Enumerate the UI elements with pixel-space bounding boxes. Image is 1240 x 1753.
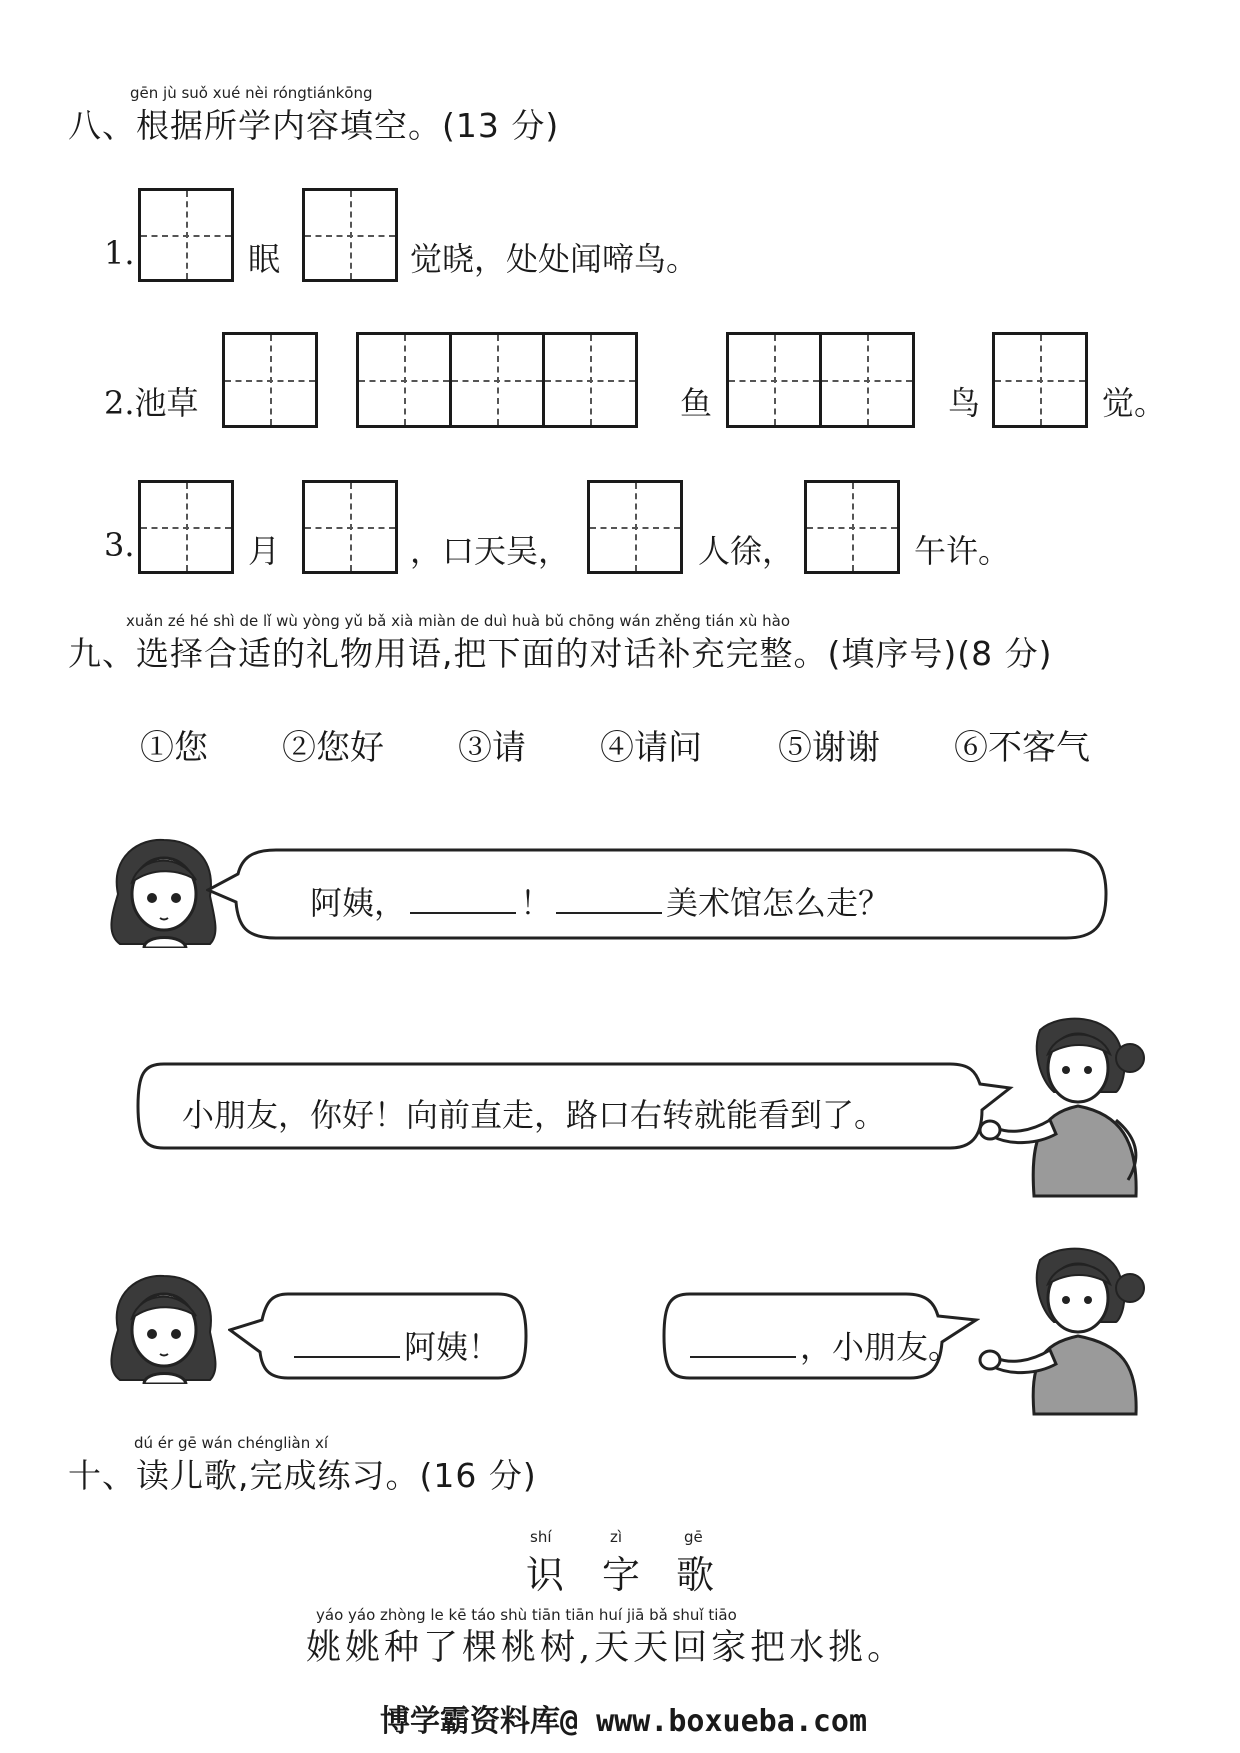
section10-pinyin: dú ér gē wán chéngliàn xí	[134, 1434, 329, 1452]
tianzige-box[interactable]	[992, 332, 1088, 428]
woman-illustration	[970, 1010, 1170, 1200]
bubble-1-part-a: 阿姨，	[310, 884, 407, 922]
q1-number: 1.	[104, 234, 135, 272]
q2-number: 2.池草	[104, 384, 199, 422]
option-3: ③请	[458, 728, 526, 768]
answer-blank[interactable]	[294, 1355, 400, 1358]
q1-text-1: 眠	[248, 240, 281, 278]
answer-blank[interactable]	[556, 911, 662, 914]
section8-pinyin: gēn jù suǒ xué nèi róngtiánkōng	[130, 84, 373, 102]
bubble-1-part-b: ！	[520, 884, 553, 922]
bubble-2-text: 小朋友，你好！向前直走，路口右转就能看到了。	[182, 1096, 887, 1134]
tianzige-box[interactable]	[222, 332, 318, 428]
poem-title-pinyin-1: shí	[530, 1528, 552, 1546]
section9-pinyin: xuǎn zé hé shì de lǐ wù yòng yǔ bǎ xià miàn de duì huà bǔ chōng wán zhěng tián xù hào	[126, 612, 791, 630]
q2-text-3: 觉。	[1102, 384, 1167, 422]
section9-title: 九、选择合适的礼物用语,把下面的对话补充完整。(填序号)(8 分)	[68, 634, 1053, 673]
bubble-1-text	[310, 878, 890, 924]
tianzige-box[interactable]	[804, 480, 900, 574]
section10-title: 十、读儿歌,完成练习。(16 分)	[68, 1456, 537, 1495]
poem-line1-pinyin: yáo yáo zhòng le kē táo shù tiān tiān huí jiā bǎ shuǐ tiāo	[316, 1606, 737, 1624]
answer-blank[interactable]	[410, 911, 516, 914]
tianzige-box[interactable]	[138, 480, 234, 574]
bubble-4-text	[686, 1322, 960, 1368]
tianzige-box[interactable]	[449, 332, 545, 428]
bubble-3-part-a: 阿姨！	[404, 1328, 501, 1366]
q2-text-2: 鸟	[948, 384, 981, 422]
poem-line-1: 姚姚种了棵桃树,天天回家把水挑。	[306, 1628, 907, 1668]
option-5: ⑤谢谢	[778, 728, 880, 768]
option-6: ⑥不客气	[954, 728, 1090, 768]
option-1: ①您	[140, 728, 208, 768]
section8-title: 八、根据所学内容填空。(13 分)	[68, 106, 560, 145]
poem-title-char-3: 歌	[676, 1553, 715, 1597]
answer-blank[interactable]	[690, 1355, 796, 1358]
tianzige-box[interactable]	[726, 332, 822, 428]
tianzige-box[interactable]	[356, 332, 452, 428]
woman-illustration	[970, 1240, 1170, 1416]
tianzige-box[interactable]	[587, 480, 683, 574]
tianzige-box[interactable]	[542, 332, 638, 428]
poem-title-char-2: 字	[602, 1553, 641, 1597]
option-2: ②您好	[282, 728, 384, 768]
footer-watermark: 博学霸资料库@ www.boxueba.com	[380, 1704, 868, 1739]
girl-illustration	[100, 1272, 226, 1384]
tianzige-box[interactable]	[819, 332, 915, 428]
option-4: ④请问	[600, 728, 702, 768]
q3-number: 3.	[104, 526, 135, 564]
q3-text-1: 月	[248, 532, 281, 570]
bubble-4-part-a: ，小朋友。	[800, 1328, 961, 1366]
tianzige-box[interactable]	[138, 188, 234, 282]
poem-title-pinyin-2: zì	[610, 1528, 623, 1546]
tianzige-box[interactable]	[302, 480, 398, 574]
poem-title-pinyin-3: gē	[684, 1528, 703, 1546]
q1-text-2: 觉晓，处处闻啼鸟。	[410, 240, 699, 278]
q3-text-4: 午许。	[914, 532, 1011, 570]
q3-text-3: 人徐，	[698, 532, 795, 570]
q3-text-2: ，口天吴，	[410, 532, 571, 570]
q2-text-1: 鱼	[680, 384, 713, 422]
bubble-3-text	[290, 1322, 500, 1368]
tianzige-box[interactable]	[302, 188, 398, 282]
bubble-1-part-c: 美术馆怎么走？	[666, 884, 891, 922]
poem-title-char-1: 识	[526, 1553, 565, 1597]
